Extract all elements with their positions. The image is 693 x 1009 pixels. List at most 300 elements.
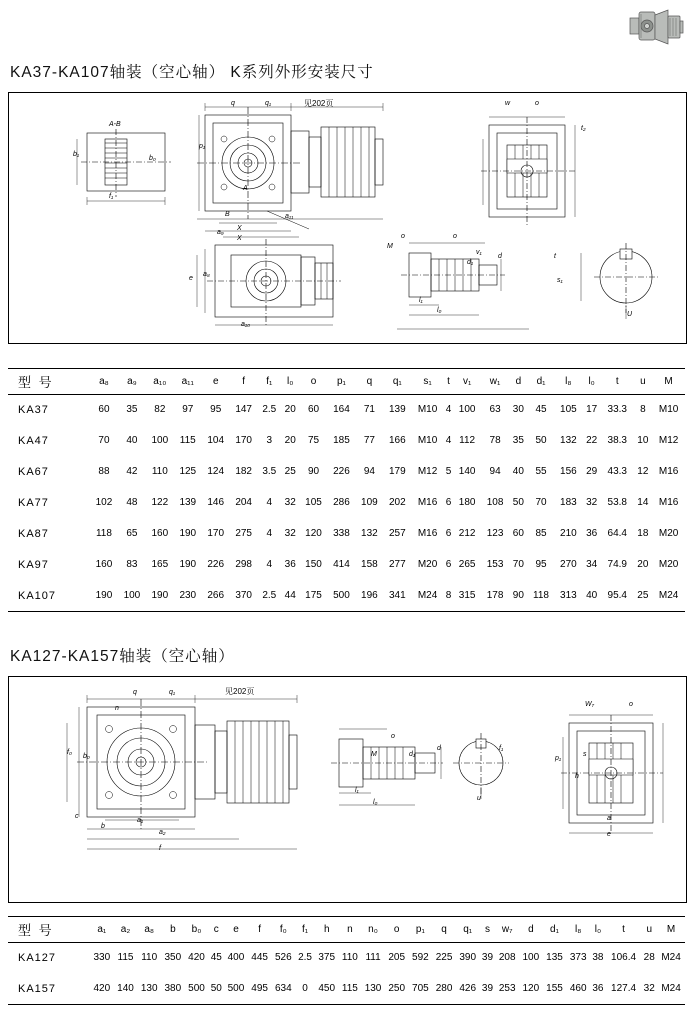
table1-r5-c6: 298: [235, 559, 252, 570]
table2-col-o: o: [393, 923, 400, 935]
table1-r3-c18: 70: [535, 497, 547, 508]
table2-r1-c14: 250: [388, 983, 406, 994]
dwg1-label-b1: b₁: [73, 151, 80, 158]
table1-r6-c9: 175: [305, 590, 322, 601]
table-row: [8, 973, 685, 1004]
dwg1-label-l0: l₀: [437, 307, 442, 314]
dwg1-label-u: U: [627, 311, 633, 318]
dwg2-label-d1: d₁: [409, 751, 416, 758]
table1-r4-c23: M20: [658, 528, 679, 539]
table2-col-t: t: [622, 923, 625, 935]
table1-r0-c13: M10: [417, 404, 438, 415]
table1-r6-c3: 190: [151, 590, 169, 601]
table1-r1-c11: 77: [363, 435, 375, 446]
table1-r2-c21: 43.3: [607, 466, 627, 477]
table2-r1-model: KA157: [18, 982, 57, 995]
table2-col-e: e: [233, 923, 239, 935]
table2-r0-c13: 111: [365, 952, 381, 963]
table1-r1-c16: 78: [489, 435, 501, 446]
table2-col-d1: d₁: [550, 923, 559, 935]
table1-r3-c23: M16: [658, 497, 679, 508]
table2-rule-top: [8, 916, 685, 917]
table1-r6-c15: 315: [458, 590, 476, 601]
dwg1-label-b: B: [225, 211, 230, 218]
table1-r5-c13: M20: [417, 559, 438, 570]
dwg1-label-a9: a₉: [217, 229, 224, 236]
table1-r3-c16: 108: [486, 497, 504, 508]
section-title-2: KA127-KA157轴装（空心轴）: [10, 648, 235, 665]
table1-r4-c5: 170: [207, 528, 225, 539]
table1-r2-c1: 88: [98, 466, 110, 477]
table2-header-row: [8, 916, 685, 942]
table1-r5-c5: 226: [207, 559, 225, 570]
table2-r1-c7: 500: [227, 983, 245, 994]
dwg2-label-w7: W₇: [585, 701, 595, 708]
table2-col-f: f: [258, 923, 262, 935]
table1-r1-c13: M10: [417, 435, 438, 446]
dwg2-label-f1: f₁: [499, 745, 504, 752]
dwg2-label-q1: q₁: [169, 689, 176, 696]
table1-col-t-a: t: [447, 375, 450, 387]
dwg1-label-m: M: [387, 243, 393, 250]
table1-r5-c20: 34: [586, 559, 598, 570]
table1-r0-c21: 33.3: [607, 404, 627, 415]
table1-col-l0a: l₀: [287, 375, 294, 387]
table1-r3-c5: 146: [207, 497, 225, 508]
dwg2-label-l1: l₁: [355, 787, 359, 794]
table1-r1-c1: 70: [98, 435, 110, 446]
table2-col-a1: a₁: [97, 923, 107, 935]
dwg1-label-a11: a₁₁: [285, 213, 294, 220]
dwg1-label-o2: o: [401, 233, 405, 240]
table2-col-f0: f₀: [279, 923, 287, 935]
table1-r4-c10: 338: [333, 528, 350, 539]
table1-r5-c7: 4: [266, 559, 273, 570]
table1-r0-c3: 82: [154, 404, 166, 415]
dwg2-label-o: o: [391, 733, 395, 740]
table1-r3-c10: 286: [333, 497, 350, 508]
table-row: [8, 942, 685, 973]
table2-r0-c1: 330: [93, 952, 111, 963]
table1-r3-c13: M16: [417, 497, 438, 508]
dwg2-label-see-page-202: 见202页: [225, 687, 255, 696]
dwg2-label-a2: a₂: [159, 829, 166, 836]
dwg2-label-l0: l₀: [373, 799, 378, 806]
table2-r1-c25: 32: [643, 983, 655, 994]
table2-rule-head: [8, 942, 685, 943]
table1-r1-c7: 3: [266, 435, 273, 446]
table1-r3-c12: 202: [388, 497, 406, 508]
dwg1-label-see-page-202: 见202页: [304, 99, 334, 108]
table1-r0-c22: 8: [640, 404, 646, 415]
technical-drawing-ka37-ka107: [8, 92, 687, 344]
table1-r3-c14: 6: [445, 497, 452, 508]
table1-r3-c1: 102: [95, 497, 113, 508]
table1-r0-c16: 63: [489, 404, 501, 415]
table2-r0-c20: 100: [522, 952, 540, 963]
table1-r4-c18: 85: [535, 528, 547, 539]
table1-r4-c21: 64.4: [607, 528, 627, 539]
table1-r6-c18: 118: [533, 590, 549, 601]
table1-r0-c12: 139: [388, 404, 406, 415]
table1-r6-c13: M24: [417, 590, 438, 601]
table2-r1-c6: 50: [210, 983, 222, 994]
dwg1-label-x-bottom: X: [237, 235, 242, 242]
table1-r5-c10: 414: [333, 559, 350, 570]
table1-r4-c7: 4: [266, 528, 273, 539]
table1-r3-c3: 122: [151, 497, 169, 508]
table1-rule-head: [8, 394, 685, 395]
table2-col-h: h: [323, 923, 330, 935]
table-row: [8, 549, 685, 580]
table1-r0-c9: 60: [307, 404, 320, 415]
dwg2-label-u: u: [477, 795, 481, 802]
dwg1-label-l1: l₁: [419, 297, 423, 304]
table2-r1-c5: 500: [188, 983, 205, 994]
dwg2-label-s: s: [583, 751, 587, 758]
table2-r0-c6: 45: [210, 952, 222, 963]
dwg2-label-f: f: [159, 845, 161, 852]
table1-r2-c19: 156: [560, 466, 577, 477]
table1-r3-c2: 48: [126, 497, 138, 508]
table2-r0-c19: 208: [498, 952, 516, 963]
table1-col-a9: a₉: [127, 375, 137, 387]
table2-r0-c21: 135: [546, 952, 563, 963]
section-title-1: KA37-KA107轴装（空心轴） K系列外形安装尺寸: [10, 64, 374, 81]
technical-drawing-ka127-ka157: [8, 676, 687, 903]
table1-r6-c20: 40: [586, 590, 598, 601]
table2-col-m: M: [666, 923, 676, 935]
dwg1-label-s1: s₁: [557, 277, 563, 284]
dwg2-label-p1: p₁: [555, 755, 562, 762]
table1-r4-c14: 6: [445, 528, 452, 539]
table1-r2-c6: 182: [235, 466, 252, 477]
table1-r2-c15: 140: [458, 466, 476, 477]
table1-r3-c7: 4: [266, 497, 273, 508]
table1-r0-c5: 95: [210, 404, 222, 415]
table1-r2-c22: 12: [637, 466, 649, 477]
table1-r6-c6: 370: [235, 590, 252, 601]
table1-r1-c6: 170: [235, 435, 252, 446]
table1-r5-c9: 150: [305, 559, 322, 570]
table2-col-a2: a₂: [120, 923, 131, 935]
dwg2-label-h: h: [575, 773, 579, 780]
dwg2-label-e: e: [607, 831, 611, 838]
table2-r1-c22: 460: [569, 983, 587, 994]
dwg1-label-w: w: [505, 100, 511, 107]
table1-r4-c13: M16: [417, 528, 438, 539]
table1-col-q: q: [366, 375, 373, 387]
table2-r1-c9: 634: [274, 983, 292, 994]
table1-r3-c22: 14: [637, 497, 649, 508]
table1-r0-c11: 71: [363, 404, 375, 415]
table2-r1-c1: 420: [93, 983, 111, 994]
dwg1-label-v1: v₁: [476, 249, 482, 256]
dwg1-label-d: d: [498, 253, 502, 260]
table1-r1-c12: 166: [388, 435, 406, 446]
table2-r0-c22: 373: [569, 952, 587, 963]
table1-r3-c4: 139: [179, 497, 197, 508]
dwg2-label-f0: f₀: [67, 749, 72, 756]
dwg2-label-b0: b₀: [83, 753, 90, 760]
table1-r4-c6: 275: [235, 528, 252, 539]
table1-r0-c7: 2.5: [262, 404, 277, 415]
table2-r1-c12: 115: [341, 983, 358, 994]
table2-col-n: n: [347, 923, 353, 935]
table1-r4-c16: 123: [486, 528, 504, 539]
table-row: [8, 456, 685, 487]
table2-col-model: 型 号: [18, 922, 54, 938]
table1-r3-c6: 204: [235, 497, 252, 508]
table1-r5-c8: 36: [284, 559, 296, 570]
table1-header: [8, 368, 685, 394]
dimensions-table-ka37-ka107: [8, 368, 685, 611]
table1-r6-c1: 190: [95, 590, 113, 601]
table1-r0-c20: 17: [586, 404, 598, 415]
table1-r2-c9: 90: [307, 466, 320, 477]
table1-col-model: 型 号: [18, 374, 54, 390]
table2-r0-c4: 350: [164, 952, 182, 963]
table1-col-o: o: [310, 375, 317, 387]
table2-r0-model: KA127: [18, 951, 57, 964]
table1-r4-c8: 32: [284, 528, 296, 539]
table1-r4-c15: 212: [458, 528, 476, 539]
table2-col-f1: f₁: [301, 923, 309, 935]
table1-r5-c3: 165: [151, 559, 169, 570]
table1-col-m: M: [664, 375, 673, 387]
table2-body: [8, 942, 685, 1004]
dwg1-label-t2: t₂: [581, 125, 586, 132]
table1-col-u: u: [640, 375, 646, 387]
table2-r1-c4: 380: [164, 983, 182, 994]
table1-r0-c1: 60: [98, 404, 110, 415]
table1-r5-c22: 20: [637, 559, 649, 570]
dwg2-label-b: b: [101, 823, 105, 830]
table2-r1-c2: 140: [117, 983, 134, 994]
table1-r6-c10: 500: [333, 590, 350, 601]
dwg2-label-m: M: [371, 751, 377, 758]
table2-r1-c17: 426: [459, 983, 477, 994]
table1-r5-c2: 83: [126, 559, 138, 570]
table1-r4-model: KA87: [18, 527, 49, 540]
table1-r1-c17: 35: [512, 435, 524, 446]
table1-col-d: d: [515, 375, 522, 387]
dwg2-label-o-right: o: [629, 701, 633, 708]
table1-r1-c10: 185: [333, 435, 350, 446]
table2-r1-c21: 155: [546, 983, 563, 994]
table1-r3-model: KA77: [18, 496, 49, 509]
table1-r5-c1: 160: [95, 559, 113, 570]
table1-r4-c1: 118: [95, 528, 112, 539]
table1-r5-c14: 6: [445, 559, 452, 570]
table1-r2-c7: 3.5: [262, 466, 277, 477]
table1-r3-c15: 180: [458, 497, 476, 508]
table1-r2-c12: 179: [388, 466, 406, 477]
table1-r4-c20: 36: [586, 528, 598, 539]
table1-r0-c18: 45: [535, 404, 547, 415]
table1-col-d1: d₁: [536, 375, 546, 387]
table1-r6-c21: 95.4: [607, 590, 627, 601]
dwg2-label-a: a: [607, 815, 611, 822]
table1-r4-c22: 18: [637, 528, 649, 539]
table2-r0-c24: 106.4: [611, 952, 637, 963]
table1-r6-c7: 2.5: [262, 590, 277, 601]
table2-r0-c5: 420: [188, 952, 205, 963]
table2-r1-c3: 130: [140, 983, 158, 994]
table1-r4-c11: 132: [361, 528, 378, 539]
table1-r2-c18: 55: [535, 466, 547, 477]
table1-r1-c18: 50: [535, 435, 547, 446]
table1-r6-c11: 196: [361, 590, 378, 601]
table1-rule-bottom: [8, 611, 685, 612]
table1-r6-c8: 44: [284, 590, 296, 601]
table2-col-b: b: [170, 923, 176, 935]
table2-r0-c12: 110: [341, 952, 358, 963]
table2-r1-c24: 127.4: [611, 983, 637, 994]
dwg2-label-d: d: [437, 745, 441, 752]
table1-r1-c22: 10: [637, 435, 649, 446]
table2-rule-bottom: [8, 1004, 685, 1005]
table1-r2-c23: M16: [658, 466, 679, 477]
table1-r1-c8: 20: [284, 435, 296, 446]
table1-r4-c12: 257: [388, 528, 406, 539]
table-row: [8, 394, 685, 425]
table1-r2-c14: 5: [445, 466, 452, 477]
dwg1-label-a10: a₁₀: [241, 321, 251, 328]
table2-r1-c15: 705: [412, 983, 429, 994]
table1-col-f: f: [242, 375, 246, 387]
table1-r0-c8: 20: [284, 404, 296, 415]
table1-r5-c18: 95: [535, 559, 547, 570]
table1-r5-c11: 158: [361, 559, 378, 570]
dwg2-label-c: c: [75, 813, 79, 820]
table2-r1-c16: 280: [435, 983, 453, 994]
table1-r4-c17: 60: [512, 528, 524, 539]
table1-col-l0b: l₀: [588, 375, 595, 387]
dwg1-label-q1: q₁: [265, 100, 272, 107]
table2-r0-c8: 445: [251, 952, 268, 963]
table1-r3-c11: 109: [361, 497, 378, 508]
table1-r1-c9: 75: [307, 435, 320, 446]
table2-r0-c10: 2.5: [298, 952, 312, 963]
table1-r2-c3: 110: [151, 466, 168, 477]
dwg2-label-q: q: [133, 689, 137, 696]
table1-col-t-b: t: [615, 375, 619, 387]
table2-header: [8, 916, 685, 942]
dwg1-label-o3: o: [453, 233, 457, 240]
table2-r0-c18: 39: [481, 952, 494, 963]
table2-col-b0: b₀: [191, 923, 202, 935]
table2-r0-c14: 205: [388, 952, 406, 963]
table1-r1-c19: 132: [560, 435, 577, 446]
table2-r0-c26: M24: [661, 952, 681, 963]
table1-r0-c19: 105: [560, 404, 577, 415]
table1-body: [8, 394, 685, 611]
table1-r6-c16: 178: [486, 590, 504, 601]
table1-r5-c15: 265: [458, 559, 476, 570]
table1-r2-c10: 226: [333, 466, 350, 477]
table1-r4-c9: 120: [305, 528, 322, 539]
table1-r6-c17: 90: [512, 590, 524, 601]
table2-r0-c15: 592: [412, 952, 429, 963]
table2-col-w7: w₇: [501, 923, 513, 935]
table1-r6-c14: 8: [445, 590, 452, 601]
dwg1-label-q: q: [231, 100, 235, 107]
table1-r1-model: KA47: [18, 434, 49, 447]
table2-r0-c2: 115: [117, 952, 134, 963]
table2-col-q: q: [441, 923, 447, 935]
table1-r6-c23: M24: [658, 590, 679, 601]
table1-r6-model: KA107: [18, 589, 57, 602]
table2-r0-c3: 110: [141, 952, 158, 963]
table1-r1-c14: 4: [445, 435, 452, 446]
table2-r1-c13: 130: [364, 983, 382, 994]
table2-r1-c23: 36: [592, 983, 604, 994]
table2-r1-c11: 450: [318, 983, 336, 994]
table1-r2-c11: 94: [363, 466, 375, 477]
table1-r5-c12: 277: [388, 559, 406, 570]
table2-col-n0: n₀: [368, 923, 378, 935]
table1-r5-c17: 70: [512, 559, 524, 570]
table2-r1-c8: 495: [251, 983, 268, 994]
table1-r4-c19: 210: [560, 528, 577, 539]
table1-r5-c4: 190: [179, 559, 197, 570]
table1-r2-c4: 125: [179, 466, 197, 477]
dwg1-label-t: t: [554, 253, 556, 260]
table2-r1-c20: 120: [522, 983, 540, 994]
table-row: [8, 518, 685, 549]
table1-r2-c13: M12: [417, 466, 438, 477]
table1-col-p1: p₁: [336, 375, 346, 387]
table2-r0-c23: 38: [592, 952, 604, 963]
table1-col-e: e: [212, 375, 219, 387]
table1-r2-c20: 29: [586, 466, 598, 477]
table1-r1-c3: 100: [151, 435, 169, 446]
table2-r0-c16: 225: [435, 952, 453, 963]
table1-r0-c17: 30: [512, 404, 524, 415]
table2-col-u: u: [646, 923, 652, 935]
table1-r3-c20: 32: [586, 497, 598, 508]
table1-r6-c4: 230: [179, 590, 197, 601]
table1-r2-model: KA67: [18, 465, 49, 478]
table1-r0-model: KA37: [18, 403, 49, 416]
table1-r1-c4: 115: [179, 435, 196, 446]
table1-col-v1: v₁: [462, 375, 472, 387]
table2-col-p1: p₁: [415, 923, 425, 935]
table2-r1-c19: 253: [498, 983, 516, 994]
table1-r2-c16: 94: [489, 466, 501, 477]
table1-header-row: [8, 368, 685, 394]
table1-r1-c15: 112: [459, 435, 476, 446]
table2-r0-c25: 28: [643, 952, 655, 963]
gear-motor-logo: [628, 6, 684, 50]
table1-r5-c16: 153: [486, 559, 504, 570]
table1-r1-c21: 38.3: [607, 435, 627, 446]
table1-r4-c3: 160: [151, 528, 169, 539]
table2-col-d: d: [528, 923, 534, 935]
table1-r5-c21: 74.9: [607, 559, 627, 570]
table1-r2-c17: 40: [512, 466, 524, 477]
table1-r5-c19: 270: [560, 559, 577, 570]
table1-r0-c23: M10: [658, 404, 679, 415]
table1-r6-c2: 100: [123, 590, 141, 601]
table1-r3-c17: 50: [512, 497, 524, 508]
table1-col-f1: f₁: [266, 375, 273, 387]
dimensions-table-ka127-ka157: [8, 916, 685, 1004]
dwg1-label-e: e: [189, 275, 193, 282]
table1-r6-c19: 313: [560, 590, 577, 601]
table1-r3-c19: 183: [560, 497, 577, 508]
